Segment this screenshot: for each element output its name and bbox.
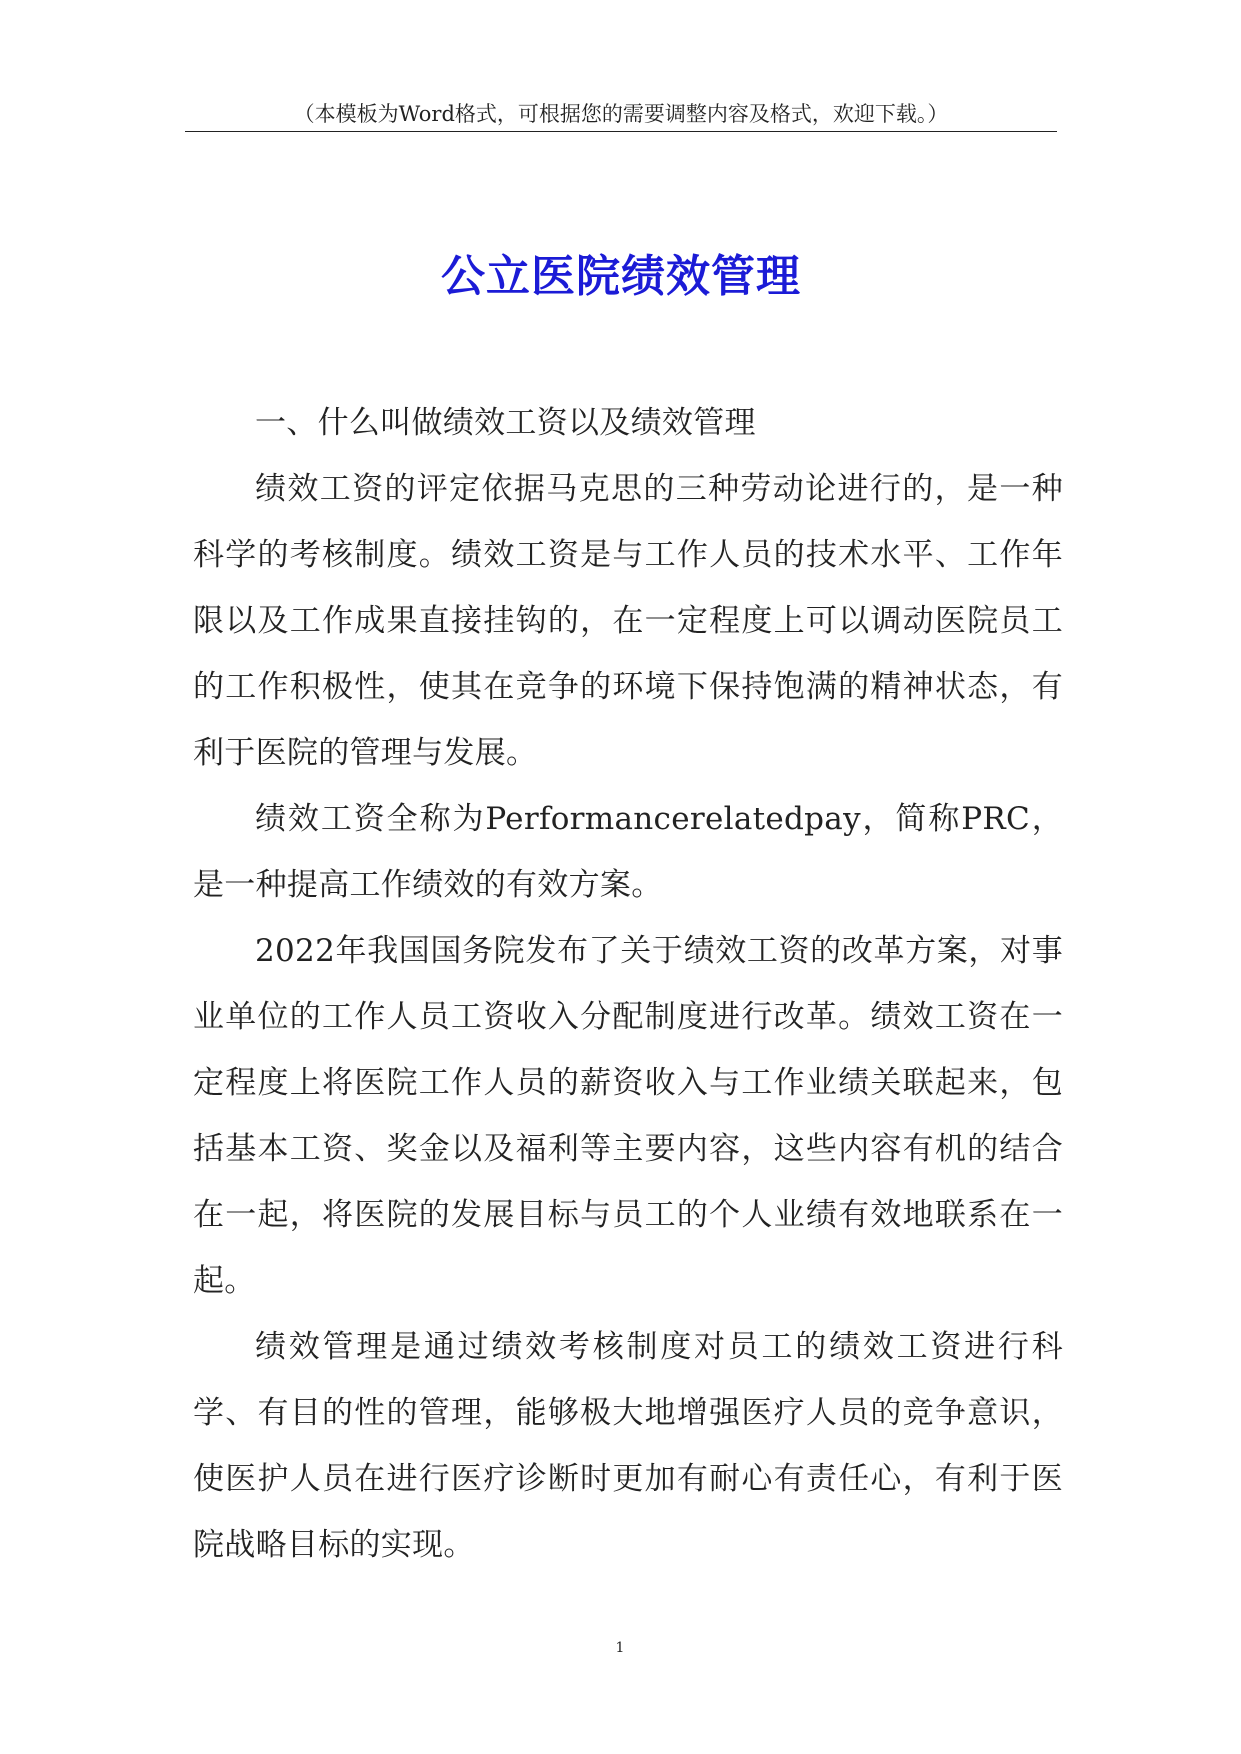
paragraph: 2022年我国国务院发布了关于绩效工资的改革方案，对事业单位的工作人员工资收入分配制度进行改革。绩效工资在一定程度上将医院工作人员的薪资收入与工作业绩关联起来，包括基本工资、奖金以及福利等主要内容，这些内容有机的结合在一起，将医院的发展目标与员工的个人业绩有效地联系在一起。 — [193, 933, 1063, 1299]
paragraph: 绩效工资全称为Performancerelatedpay，简称PRC，是一种提高工作绩效的有效方案。 — [193, 801, 1063, 903]
document-title: 公立医院绩效管理 — [441, 251, 801, 303]
template-notice: （本模板为Word格式，可根据您的需要调整内容及格式，欢迎下载。） — [293, 102, 949, 126]
section-heading: 一、什么叫做绩效工资以及绩效管理 — [255, 405, 756, 441]
document-body — [193, 390, 1063, 1578]
page-number: 1 — [615, 1640, 625, 1656]
header-divider — [185, 131, 1057, 132]
paragraph: 绩效管理是通过绩效考核制度对员工的绩效工资进行科学、有目的性的管理，能够极大地增强医疗人员的竞争意识，使医护人员在进行医疗诊断时更加有耐心有责任心，有利于医院战略目标的实现。 — [193, 1329, 1063, 1563]
paragraph: 绩效工资的评定依据马克思的三种劳动论进行的，是一种科学的考核制度。绩效工资是与工作人员的技术水平、工作年限以及工作成果直接挂钩的，在一定程度上可以调动医院员工的工作积极性，使其在竞争的环境下保持饱满的精神状态，有利于医院的管理与发展。 — [193, 471, 1063, 771]
